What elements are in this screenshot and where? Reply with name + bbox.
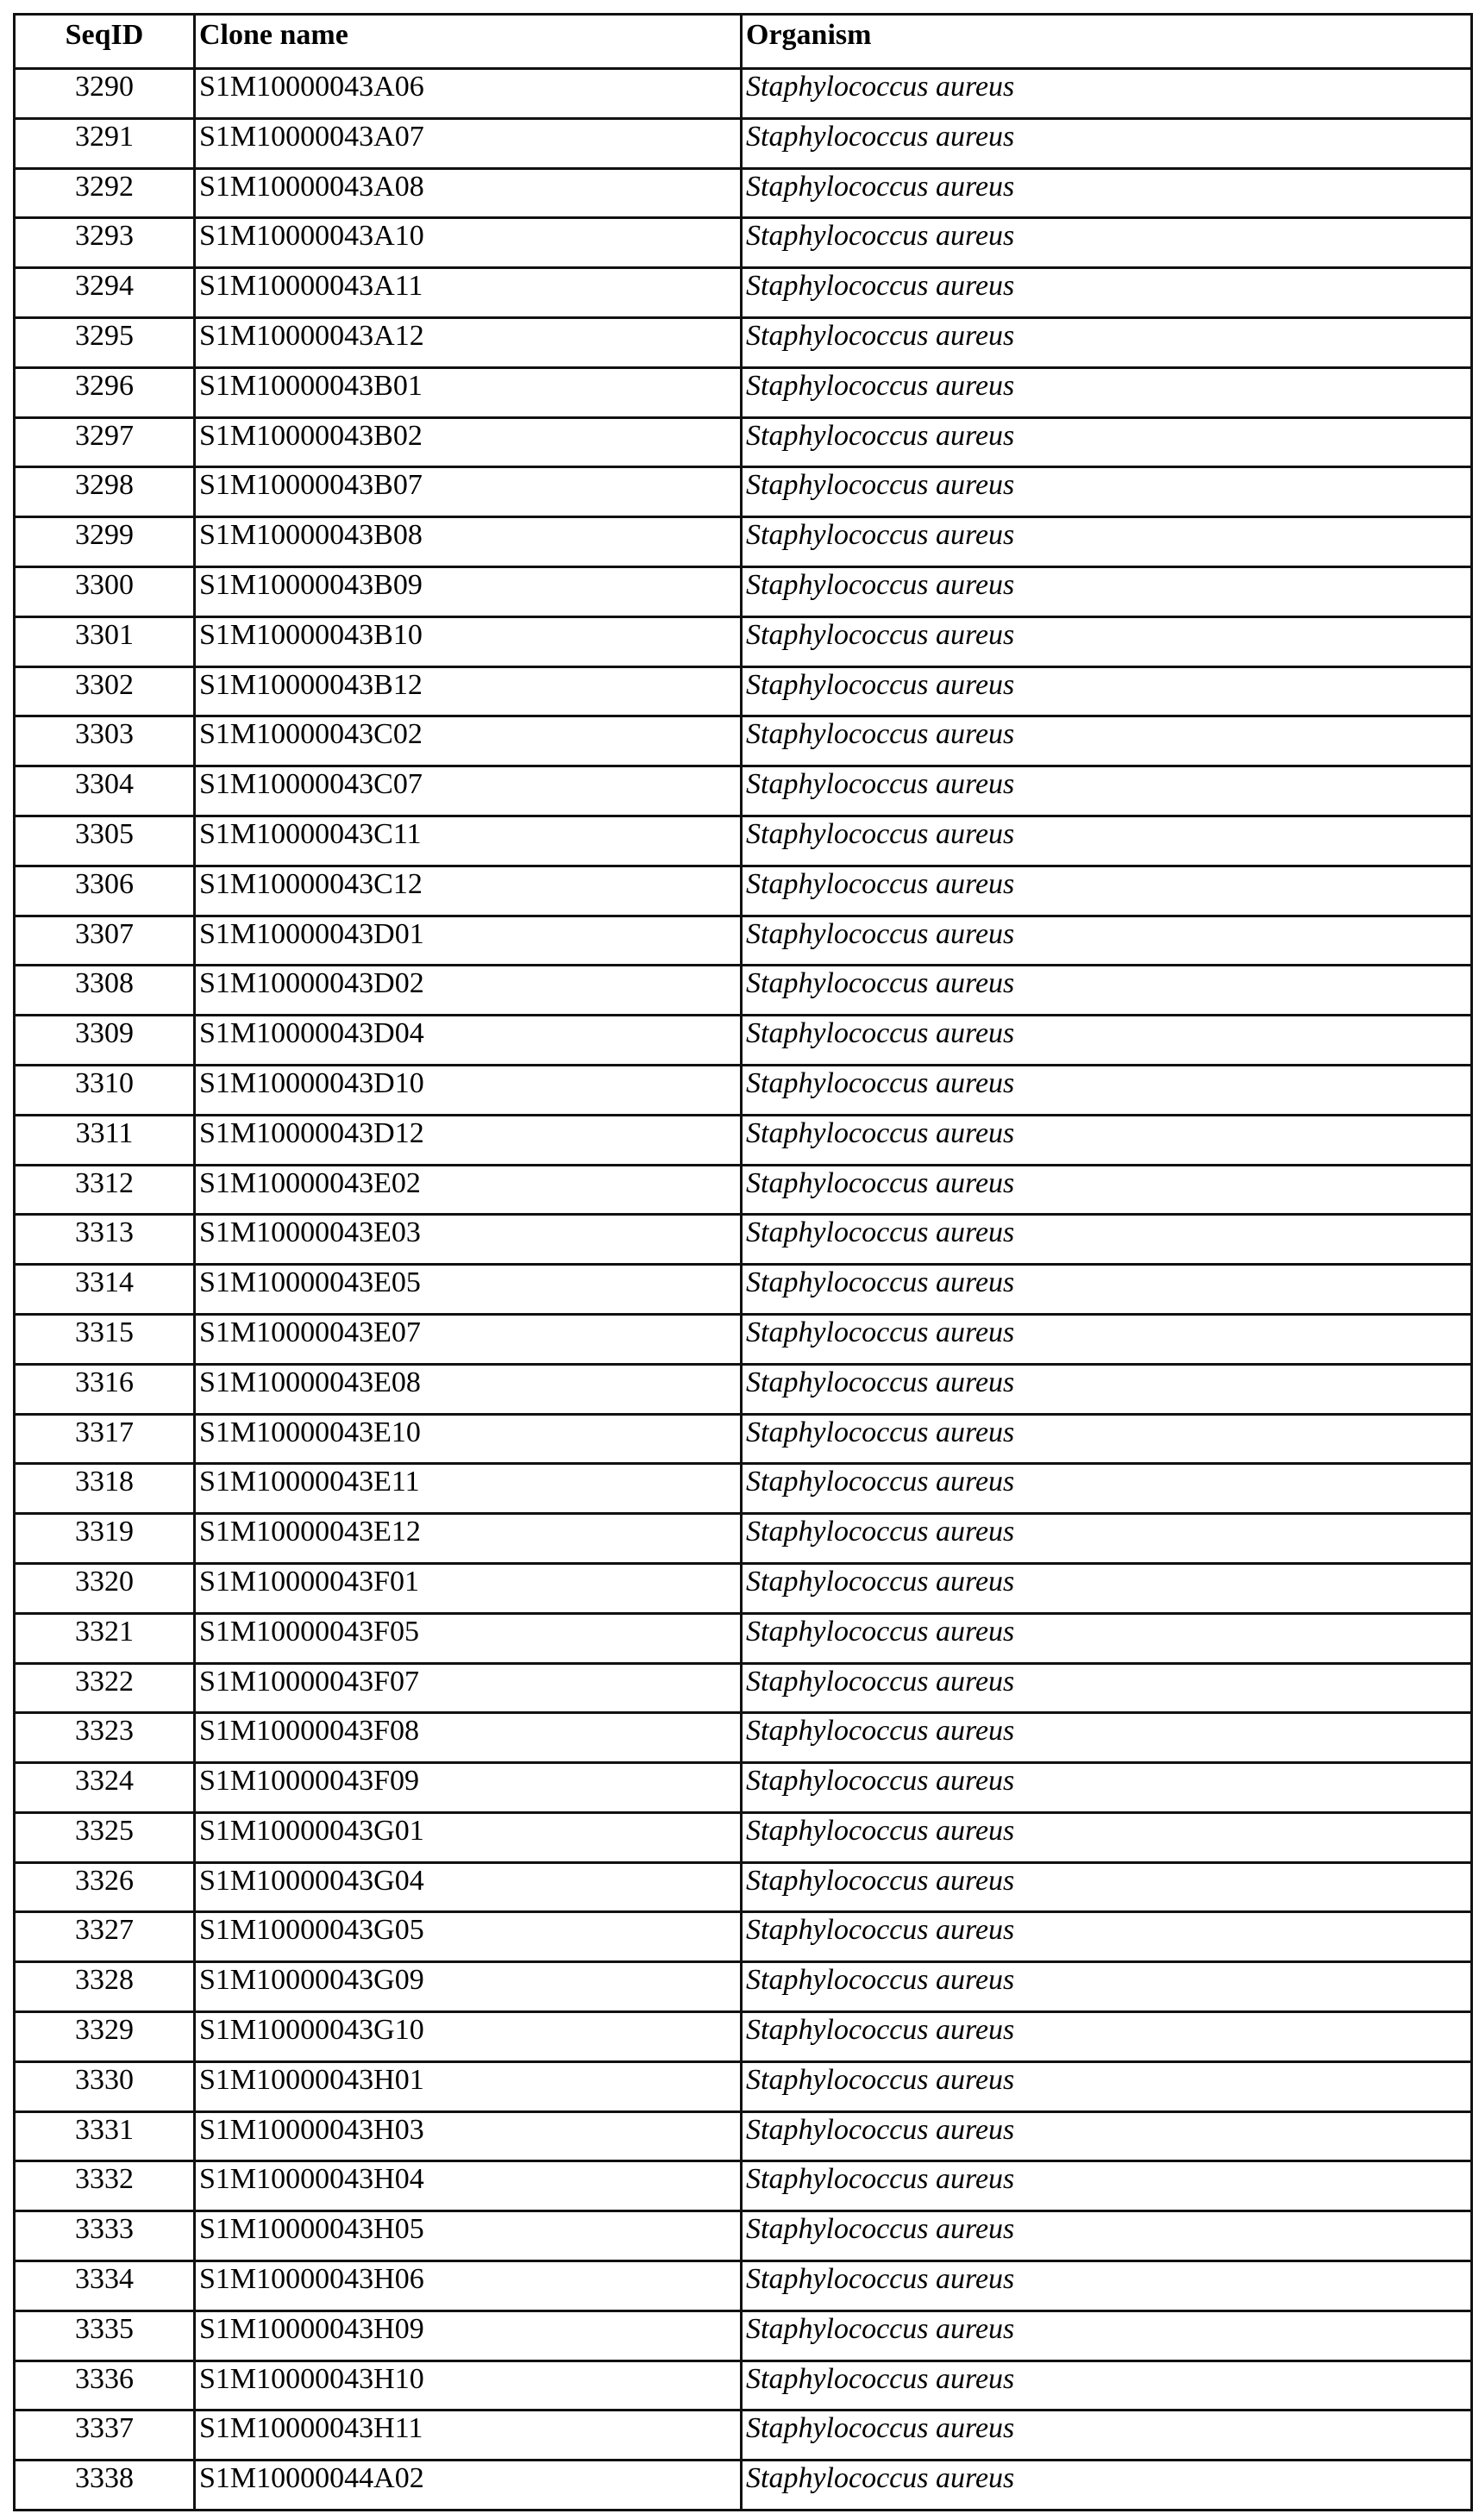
clone-name-cell: S1M10000043E08: [195, 1364, 742, 1414]
table-row: [15, 118, 1472, 168]
organism-cell: Staphylococcus aureus: [742, 1065, 1472, 1115]
table-row: [15, 1016, 1472, 1066]
table-row: [15, 2261, 1472, 2311]
organism-cell: Staphylococcus aureus: [742, 118, 1472, 168]
table-row: [15, 2361, 1472, 2411]
seqid-cell: 3293: [15, 218, 195, 268]
organism-cell: Staphylococcus aureus: [742, 1663, 1472, 1713]
organism-cell: Staphylococcus aureus: [742, 1364, 1472, 1414]
clone-name-cell: S1M10000043G01: [195, 1812, 742, 1862]
seqid-cell: 3313: [15, 1215, 195, 1265]
organism-cell: Staphylococcus aureus: [742, 1563, 1472, 1613]
clone-name-cell: S1M10000043F08: [195, 1713, 742, 1763]
table-row: [15, 866, 1472, 916]
organism-cell: Staphylococcus aureus: [742, 1962, 1472, 2012]
clone-name-cell: S1M10000043A07: [195, 118, 742, 168]
seqid-cell: 3338: [15, 2461, 195, 2511]
table-row: [15, 168, 1472, 218]
organism-cell: Staphylococcus aureus: [742, 2361, 1472, 2411]
clone-name-cell: S1M10000043B02: [195, 417, 742, 467]
table-row: [15, 1663, 1472, 1713]
clone-name-cell: S1M10000043G09: [195, 1962, 742, 2012]
clone-name-cell: S1M10000043D10: [195, 1065, 742, 1115]
organism-cell: Staphylococcus aureus: [742, 1613, 1472, 1663]
header-row: [15, 15, 1472, 69]
seqid-cell: 3320: [15, 1563, 195, 1613]
clone-name-cell: S1M10000043H03: [195, 2111, 742, 2161]
seqid-cell: 3291: [15, 118, 195, 168]
table-row: [15, 766, 1472, 816]
clone-name-cell: S1M10000043H01: [195, 2061, 742, 2111]
seqid-cell: 3294: [15, 268, 195, 318]
organism-cell: Staphylococcus aureus: [742, 916, 1472, 966]
table-row: [15, 69, 1472, 119]
seqid-cell: 3308: [15, 966, 195, 1016]
seqid-cell: 3317: [15, 1414, 195, 1464]
organism-cell: Staphylococcus aureus: [742, 317, 1472, 367]
seqid-cell: 3323: [15, 1713, 195, 1763]
seqid-cell: 3318: [15, 1464, 195, 1514]
seqid-cell: 3315: [15, 1314, 195, 1364]
seqid-cell: 3295: [15, 317, 195, 367]
organism-cell: Staphylococcus aureus: [742, 716, 1472, 766]
organism-cell: Staphylococcus aureus: [742, 1414, 1472, 1464]
table-row: [15, 1962, 1472, 2012]
organism-cell: Staphylococcus aureus: [742, 2261, 1472, 2311]
clone-name-cell: S1M10000044A02: [195, 2461, 742, 2511]
seqid-cell: 3327: [15, 1912, 195, 1962]
seqid-cell: 3312: [15, 1165, 195, 1215]
table-row: [15, 1165, 1472, 1215]
organism-cell: Staphylococcus aureus: [742, 517, 1472, 567]
organism-cell: Staphylococcus aureus: [742, 1514, 1472, 1564]
clone-name-cell: S1M10000043E03: [195, 1215, 742, 1265]
organism-cell: Staphylococcus aureus: [742, 1912, 1472, 1962]
clone-name-cell: S1M10000043B10: [195, 616, 742, 666]
clone-name-cell: S1M10000043B01: [195, 367, 742, 417]
table-row: [15, 1414, 1472, 1464]
table-row: [15, 2411, 1472, 2461]
organism-cell: Staphylococcus aureus: [742, 367, 1472, 417]
table-row: [15, 1563, 1472, 1613]
table-row: [15, 1763, 1472, 1813]
table-row: [15, 1314, 1472, 1364]
organism-cell: Staphylococcus aureus: [742, 218, 1472, 268]
seqid-cell: 3310: [15, 1065, 195, 1115]
table-row: [15, 2061, 1472, 2111]
clone-name-cell: S1M10000043D02: [195, 966, 742, 1016]
clone-name-cell: S1M10000043E02: [195, 1165, 742, 1215]
table-row: [15, 1464, 1472, 1514]
seqid-cell: 3334: [15, 2261, 195, 2311]
seqid-cell: 3325: [15, 1812, 195, 1862]
header-clone-name: Clone name: [195, 15, 742, 69]
clone-name-cell: S1M10000043B07: [195, 467, 742, 517]
organism-cell: Staphylococcus aureus: [742, 2461, 1472, 2511]
clone-name-cell: S1M10000043F05: [195, 1613, 742, 1663]
seqid-cell: 3333: [15, 2211, 195, 2261]
seqid-cell: 3303: [15, 716, 195, 766]
clone-name-cell: S1M10000043H10: [195, 2361, 742, 2411]
clone-name-cell: S1M10000043C07: [195, 766, 742, 816]
seqid-cell: 3319: [15, 1514, 195, 1564]
clone-name-cell: S1M10000043G10: [195, 2012, 742, 2062]
table-row: [15, 1613, 1472, 1663]
header-organism: Organism: [742, 15, 1472, 69]
clone-name-cell: S1M10000043D01: [195, 916, 742, 966]
organism-cell: Staphylococcus aureus: [742, 168, 1472, 218]
seqid-cell: 3301: [15, 616, 195, 666]
clone-name-cell: S1M10000043H04: [195, 2161, 742, 2211]
table-row: [15, 218, 1472, 268]
table-row: [15, 317, 1472, 367]
table-row: [15, 666, 1472, 716]
organism-cell: Staphylococcus aureus: [742, 1115, 1472, 1165]
organism-cell: Staphylococcus aureus: [742, 1314, 1472, 1364]
organism-cell: Staphylococcus aureus: [742, 1165, 1472, 1215]
table-row: [15, 1812, 1472, 1862]
seqid-cell: 3326: [15, 1862, 195, 1912]
organism-cell: Staphylococcus aureus: [742, 2161, 1472, 2211]
clone-name-cell: S1M10000043B12: [195, 666, 742, 716]
organism-cell: Staphylococcus aureus: [742, 1812, 1472, 1862]
seqid-cell: 3297: [15, 417, 195, 467]
organism-cell: Staphylococcus aureus: [742, 816, 1472, 866]
seqid-cell: 3321: [15, 1613, 195, 1663]
seqid-cell: 3307: [15, 916, 195, 966]
table-row: [15, 716, 1472, 766]
organism-cell: Staphylococcus aureus: [742, 268, 1472, 318]
table-body: [15, 69, 1472, 2511]
organism-cell: Staphylococcus aureus: [742, 2111, 1472, 2161]
organism-cell: Staphylococcus aureus: [742, 1265, 1472, 1315]
clone-name-cell: S1M10000043G04: [195, 1862, 742, 1912]
clone-name-cell: S1M10000043A12: [195, 317, 742, 367]
organism-cell: Staphylococcus aureus: [742, 616, 1472, 666]
organism-cell: Staphylococcus aureus: [742, 666, 1472, 716]
organism-cell: Staphylococcus aureus: [742, 2012, 1472, 2062]
seqid-cell: 3305: [15, 816, 195, 866]
seqid-cell: 3302: [15, 666, 195, 716]
table-row: [15, 1912, 1472, 1962]
seqid-cell: 3335: [15, 2311, 195, 2361]
table-row: [15, 417, 1472, 467]
organism-cell: Staphylococcus aureus: [742, 1016, 1472, 1066]
table-row: [15, 966, 1472, 1016]
table-row: [15, 2111, 1472, 2161]
organism-cell: Staphylococcus aureus: [742, 69, 1472, 119]
seqid-cell: 3316: [15, 1364, 195, 1414]
sequence-table: [13, 13, 1473, 2511]
seqid-cell: 3330: [15, 2061, 195, 2111]
organism-cell: Staphylococcus aureus: [742, 417, 1472, 467]
clone-name-cell: S1M10000043F09: [195, 1763, 742, 1813]
seqid-cell: 3332: [15, 2161, 195, 2211]
clone-name-cell: S1M10000043C11: [195, 816, 742, 866]
table-row: [15, 616, 1472, 666]
clone-name-cell: S1M10000043H06: [195, 2261, 742, 2311]
clone-name-cell: S1M10000043E11: [195, 1464, 742, 1514]
seqid-cell: 3306: [15, 866, 195, 916]
table-row: [15, 2461, 1472, 2511]
table-row: [15, 2161, 1472, 2211]
table-row: [15, 2311, 1472, 2361]
seqid-cell: 3329: [15, 2012, 195, 2062]
table-row: [15, 1862, 1472, 1912]
seqid-cell: 3290: [15, 69, 195, 119]
clone-name-cell: S1M10000043D04: [195, 1016, 742, 1066]
organism-cell: Staphylococcus aureus: [742, 467, 1472, 517]
organism-cell: Staphylococcus aureus: [742, 2211, 1472, 2261]
table-row: [15, 467, 1472, 517]
seqid-cell: 3322: [15, 1663, 195, 1713]
seqid-cell: 3309: [15, 1016, 195, 1066]
clone-name-cell: S1M10000043D12: [195, 1115, 742, 1165]
seqid-cell: 3311: [15, 1115, 195, 1165]
table-row: [15, 367, 1472, 417]
table-row: [15, 916, 1472, 966]
organism-cell: Staphylococcus aureus: [742, 1215, 1472, 1265]
organism-cell: Staphylococcus aureus: [742, 566, 1472, 616]
seqid-cell: 3324: [15, 1763, 195, 1813]
organism-cell: Staphylococcus aureus: [742, 1713, 1472, 1763]
clone-name-cell: S1M10000043B08: [195, 517, 742, 567]
clone-name-cell: S1M10000043A06: [195, 69, 742, 119]
clone-name-cell: S1M10000043H09: [195, 2311, 742, 2361]
seqid-cell: 3331: [15, 2111, 195, 2161]
clone-name-cell: S1M10000043H05: [195, 2211, 742, 2261]
seqid-cell: 3292: [15, 168, 195, 218]
seqid-cell: 3336: [15, 2361, 195, 2411]
table-row: [15, 1265, 1472, 1315]
table-row: [15, 1115, 1472, 1165]
table-row: [15, 566, 1472, 616]
clone-name-cell: S1M10000043E10: [195, 1414, 742, 1464]
organism-cell: Staphylococcus aureus: [742, 2311, 1472, 2361]
table-row: [15, 268, 1472, 318]
organism-cell: Staphylococcus aureus: [742, 1464, 1472, 1514]
seqid-cell: 3298: [15, 467, 195, 517]
organism-cell: Staphylococcus aureus: [742, 2411, 1472, 2461]
clone-name-cell: S1M10000043A08: [195, 168, 742, 218]
seqid-cell: 3328: [15, 1962, 195, 2012]
clone-name-cell: S1M10000043E07: [195, 1314, 742, 1364]
clone-name-cell: S1M10000043F01: [195, 1563, 742, 1613]
table-row: [15, 1514, 1472, 1564]
table-row: [15, 816, 1472, 866]
seqid-cell: 3314: [15, 1265, 195, 1315]
clone-name-cell: S1M10000043C02: [195, 716, 742, 766]
organism-cell: Staphylococcus aureus: [742, 966, 1472, 1016]
organism-cell: Staphylococcus aureus: [742, 1763, 1472, 1813]
organism-cell: Staphylococcus aureus: [742, 2061, 1472, 2111]
table-row: [15, 1713, 1472, 1763]
table-row: [15, 1065, 1472, 1115]
table-row: [15, 1364, 1472, 1414]
clone-name-cell: S1M10000043A11: [195, 268, 742, 318]
clone-name-cell: S1M10000043B09: [195, 566, 742, 616]
clone-name-cell: S1M10000043E05: [195, 1265, 742, 1315]
clone-name-cell: S1M10000043C12: [195, 866, 742, 916]
table-row: [15, 2012, 1472, 2062]
seqid-cell: 3299: [15, 517, 195, 567]
clone-name-cell: S1M10000043E12: [195, 1514, 742, 1564]
clone-name-cell: S1M10000043A10: [195, 218, 742, 268]
clone-name-cell: S1M10000043F07: [195, 1663, 742, 1713]
table-row: [15, 517, 1472, 567]
seqid-cell: 3300: [15, 566, 195, 616]
seqid-cell: 3337: [15, 2411, 195, 2461]
table-row: [15, 2211, 1472, 2261]
seqid-cell: 3296: [15, 367, 195, 417]
organism-cell: Staphylococcus aureus: [742, 766, 1472, 816]
seqid-cell: 3304: [15, 766, 195, 816]
organism-cell: Staphylococcus aureus: [742, 866, 1472, 916]
clone-name-cell: S1M10000043H11: [195, 2411, 742, 2461]
clone-name-cell: S1M10000043G05: [195, 1912, 742, 1962]
organism-cell: Staphylococcus aureus: [742, 1862, 1472, 1912]
header-seqid: SeqID: [15, 15, 195, 69]
table-row: [15, 1215, 1472, 1265]
